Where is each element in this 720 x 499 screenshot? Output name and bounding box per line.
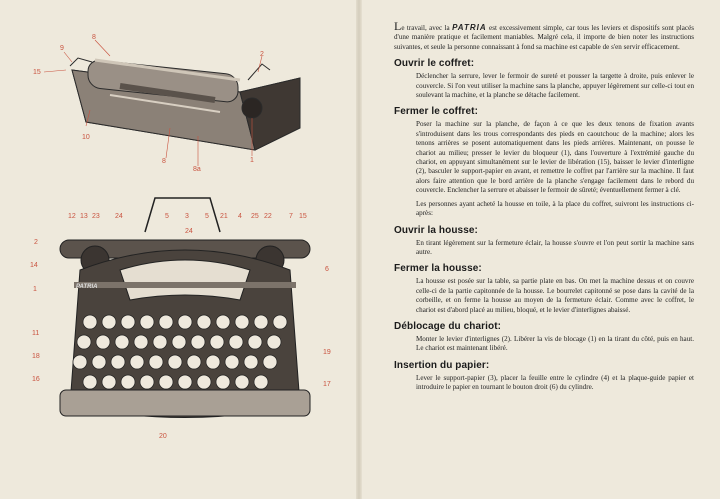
- typewriter-key: [130, 355, 144, 369]
- intro-brand-logo: PATRIA: [452, 23, 487, 32]
- callout-11: 11: [32, 330, 40, 337]
- intro-before: e travail, avec la: [401, 24, 450, 32]
- intro-dropcap: L: [394, 19, 402, 33]
- section-paragraph: Lever le support-papier (3), placer la feuille entre le cylindre (4) et la plaque-guide papier et introduire le papier en tournant le bouton droit (6) du cylindre.: [416, 373, 694, 392]
- typewriter-key: [92, 355, 106, 369]
- typewriter-key: [191, 335, 205, 349]
- typewriter-front-illustration: [0, 190, 356, 490]
- section-paragraph: Monter le levier d'interlignes (2). Libérer la vis de blocage (1) en la tirant du côté, puis en haut. Le chariot est maintenant libéré.: [416, 334, 694, 353]
- typewriter-key: [235, 315, 249, 329]
- typewriter-key: [149, 355, 163, 369]
- callout-6: 6: [325, 266, 329, 273]
- typewriter-key: [206, 355, 220, 369]
- typewriter-key: [178, 375, 192, 389]
- typewriter-key: [172, 335, 186, 349]
- callout-9: 9: [60, 45, 64, 52]
- section-paragraph: Poser la machine sur la planche, de façon à ce que les deux tenons de fixation avants s'introduisent dans les trous correspondants des pieds en caoutchouc de la machine; alors les tenons arrières se posent automatiquement dans les pieds arrières. Maintenant, on pousse le chariot au milieu; presser le levier du bloqueur (1), dans l'ouverture à l'extrémité gauche du chariot, en appuyant simultanément sur le levier de libération (15), baisser le levier d'interligne (2), basculer le support-papier en avant, et remettre le coffret par l'arrière sur la machine. Il faut alors faire attention que le bord arrière de la planche s'engage facilement dans le rebord du couvercle. Enclencher la serrure et abaisser le fermoir de sûreté; éventuellement fermer à clé.: [416, 120, 694, 195]
- callout-2-top: 2: [260, 51, 264, 58]
- callout-7: 7: [289, 213, 293, 220]
- typewriter-key: [121, 375, 135, 389]
- typewriter-key: [254, 375, 268, 389]
- typewriter-key: [134, 335, 148, 349]
- heading-ouvrir-housse: Ouvrir la housse:: [394, 224, 478, 236]
- typewriter-key: [254, 315, 268, 329]
- typewriter-key: [159, 315, 173, 329]
- heading-insertion-papier: Insertion du papier:: [394, 359, 490, 371]
- typewriter-key: [244, 355, 258, 369]
- typewriter-key: [159, 375, 173, 389]
- intro-paragraph: [394, 19, 694, 52]
- callout-8-top: 8: [92, 34, 96, 41]
- callout-25: 25: [251, 213, 259, 220]
- typewriter-key: [273, 315, 287, 329]
- typewriter-key: [235, 375, 249, 389]
- section-paragraph: Déclencher la serrure, lever le fermoir de sureté et pousser la targette à droite, puis enlever le couvercle. Si l'on veut utiliser la machine sans la planche, appuyer légèrement sur celle-ci tout en soulevant la machine, et la planche se détache facilement.: [416, 72, 694, 100]
- typewriter-key: [73, 355, 87, 369]
- callout-24-center: 24: [185, 228, 193, 235]
- typewriter-key: [102, 375, 116, 389]
- callout-18: 18: [32, 353, 40, 360]
- heading-fermer-housse: Fermer la housse:: [394, 263, 482, 275]
- callout-15-bottom: 15: [299, 213, 307, 220]
- callout-1-bottom: 1: [33, 286, 37, 293]
- callout-3: 3: [185, 213, 189, 220]
- instructions-body: [394, 19, 694, 397]
- typewriter-key: [267, 335, 281, 349]
- right-page: [362, 0, 720, 499]
- callout-14: 14: [30, 262, 38, 269]
- typewriter-key: [210, 335, 224, 349]
- typewriter-key: [187, 355, 201, 369]
- callout-23: 23: [92, 213, 100, 220]
- typewriter-key: [102, 315, 116, 329]
- callout-22: 22: [264, 213, 272, 220]
- callout-10: 10: [82, 134, 90, 141]
- section-paragraph: En tirant légèrement sur la fermeture éclair, la housse s'ouvre et l'on peut sortir la machine sans autre.: [416, 238, 694, 256]
- typewriter-key: [263, 355, 277, 369]
- callout-21: 21: [220, 213, 228, 220]
- typewriter-key: [96, 335, 110, 349]
- callout-13: 13: [80, 213, 88, 220]
- typewriter-key: [197, 375, 211, 389]
- typewriter-key: [83, 315, 97, 329]
- typewriter-key: [225, 355, 239, 369]
- callout-8-bottom: 8: [162, 158, 166, 165]
- callout-5-right: 5: [205, 213, 209, 220]
- typewriter-key: [178, 315, 192, 329]
- callout-17: 17: [323, 381, 331, 388]
- typewriter-key: [115, 335, 129, 349]
- callout-19: 19: [323, 349, 331, 356]
- typewriter-key: [216, 375, 230, 389]
- typewriter-key: [83, 375, 97, 389]
- typewriter-side-illustration: [0, 0, 356, 180]
- typewriter-logo: PATRIA: [76, 284, 98, 290]
- heading-deblocage-chariot: Déblocage du chariot:: [394, 320, 502, 332]
- callout-15-top: 15: [33, 69, 41, 76]
- typewriter-key: [216, 315, 230, 329]
- typewriter-key: [140, 375, 154, 389]
- callout-4: 4: [238, 213, 242, 220]
- typewriter-key: [140, 315, 154, 329]
- callout-5-left: 5: [165, 213, 169, 220]
- callout-2-bottom: 2: [34, 239, 38, 246]
- callout-12: 12: [68, 213, 76, 220]
- typewriter-key: [197, 315, 211, 329]
- typewriter-key: [111, 355, 125, 369]
- typewriter-key: [77, 335, 91, 349]
- intro-after: est excessivement simple, car tous les leviers et dispositifs sont placés d'une manière pratique et facilement maniables. Malgré cela, il importe de bien noter les instructions suivantes, et seule la personne connaissant à fond sa machine est capable de s'en servir efficacement.: [394, 24, 694, 51]
- callout-1-top: 1: [250, 157, 254, 164]
- typewriter-key: [153, 335, 167, 349]
- heading-fermer-coffret: Fermer le coffret:: [394, 106, 479, 118]
- typewriter-key: [121, 315, 135, 329]
- typewriter-key: [229, 335, 243, 349]
- typewriter-key: [168, 355, 182, 369]
- callout-24-left: 24: [115, 213, 123, 220]
- callout-8a: 8a: [193, 166, 201, 173]
- section-paragraph: Les personnes ayant acheté la housse en toile, à la place du coffret, suivront les instructions ci-après:: [416, 199, 694, 218]
- left-page: [0, 0, 356, 499]
- heading-ouvrir-coffret: Ouvrir le coffret:: [394, 58, 475, 70]
- callout-20: 20: [159, 433, 167, 440]
- callout-16: 16: [32, 376, 40, 383]
- section-paragraph: La housse est posée sur la table, sa partie plate en bas. On met la machine dessus et on couvre celle-ci de la partie capitonnée de la housse. Le bourrelet capitonné se pose dans la cavité de la corbeille, et on ferme la housse au moyen de la fermeture éclair. Comme avec le coffret, le chariot est d'abord placé au milieu, bloqué, et le levier d'interlignes abaissé.: [416, 277, 694, 314]
- typewriter-key: [248, 335, 262, 349]
